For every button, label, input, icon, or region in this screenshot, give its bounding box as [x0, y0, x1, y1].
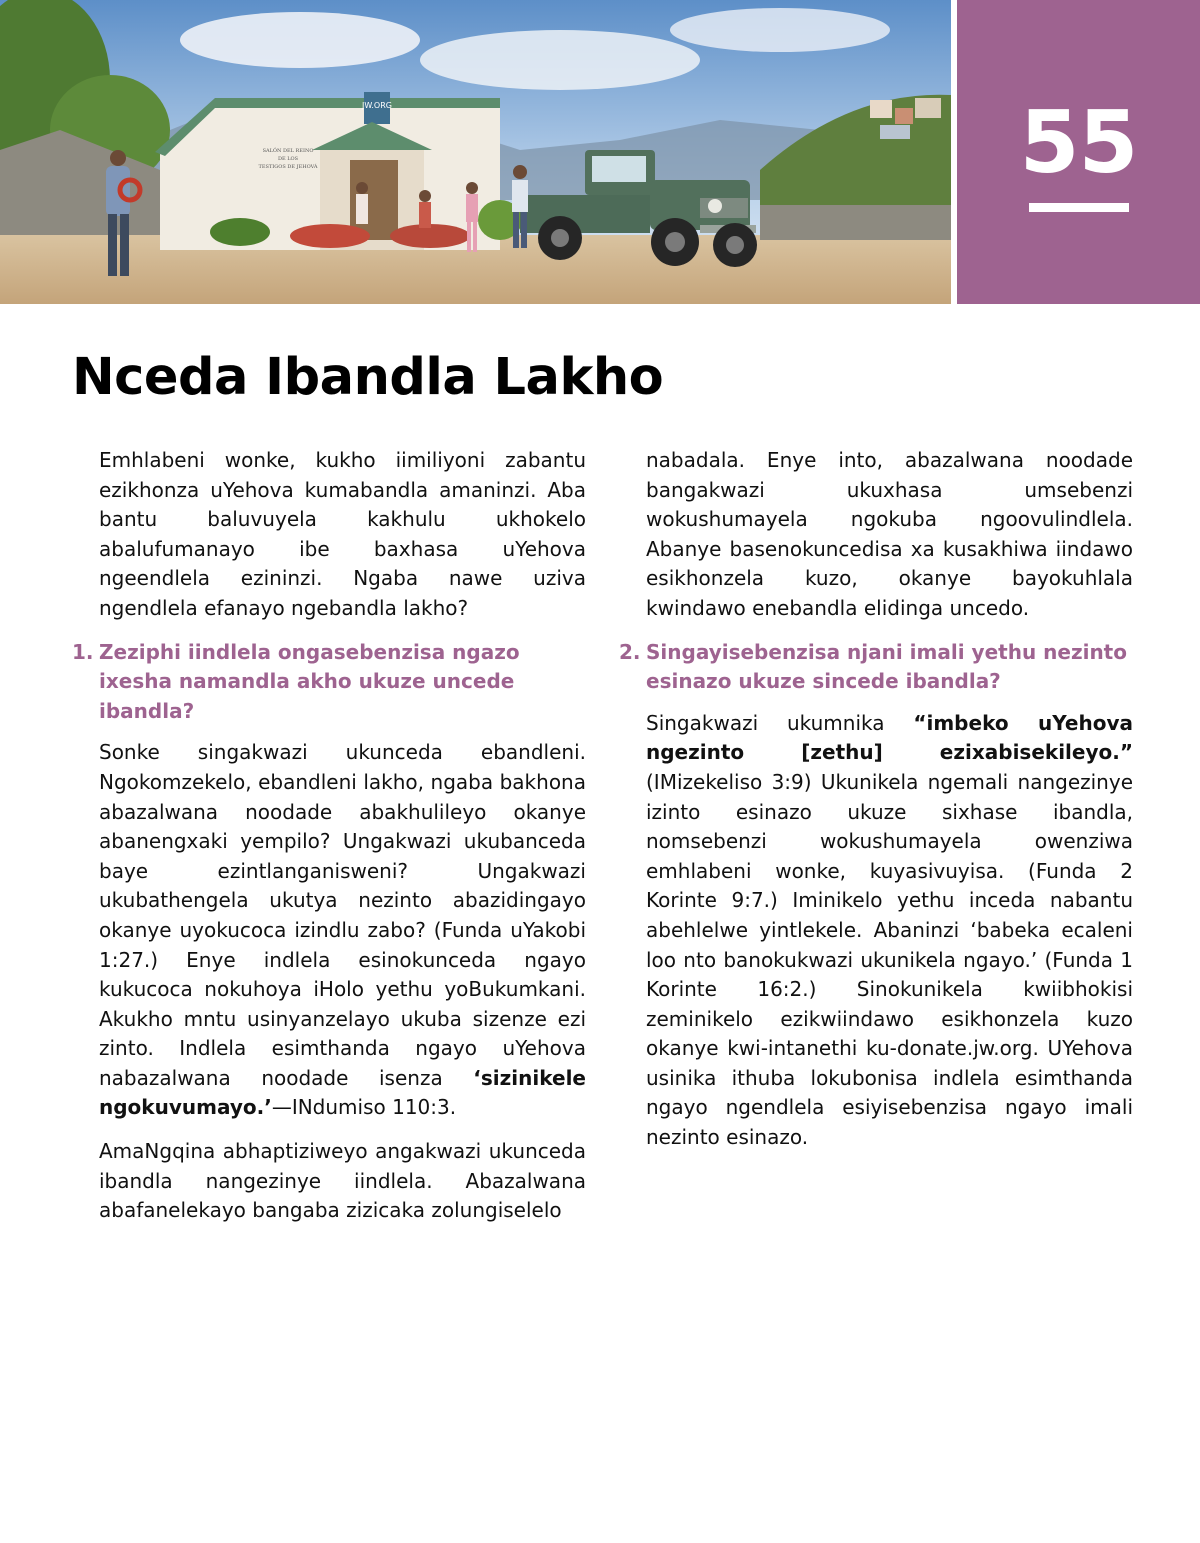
left-column: [72, 446, 586, 1240]
lesson-number: 55: [1019, 93, 1138, 193]
hall-sign-line2: DE LOS: [277, 156, 299, 162]
hall-sign-line1: SALÓN DEL REINO: [262, 148, 314, 154]
lesson-number-underline: [1029, 203, 1129, 212]
question-2-number: 2.: [619, 639, 641, 664]
section-2-text-start: Singakwazi ukumnika: [646, 710, 914, 735]
intro-paragraph: Emhlabeni wonke, kukho iimiliyoni zabantu ezikhonza uYehova kumabandla amaninzi. Aba bantu baluvuyela kakhulu ukhokelo abalufumanayo ibe baxhasa uYehova ngeendlela ezininzi. Ngaba nawe uziva ngendlela efanayo ngebandla lakho?: [99, 448, 586, 620]
section-2-text-rest: (IMizekeliso 3:9) Ukunikela ngemali nangezinye izinto esinazo ukuze sixhase ibandla, nomsebenzi wokushumayela owenziwa emhlabeni wonke, kuyasivuyisa. (Funda 2 Korinte 9:7.) Iminikelo yethu inceda nabantu abehlelwe yintlekele. Abaninzi ‘babeka ecaleni loo nto banokukwazi ukunikela ngayo.’ (Funda 1 Korinte 16:2.) Sinokunikela kwiibhokisi zeminikelo ezikwiindawo esikhonzela kuzo okanye kwi-intanethi ku-donate.jw.org. UYehova usinika ithuba lokubonisa indlela esimthanda ngayo ngendlela esiyisebenzisa ngayo imali nezinto esinazo.: [646, 769, 1133, 1150]
section-1-p1-quote: ‘sizinikele ngokuvumayo.’: [99, 1065, 586, 1120]
section-1-paragraph-1: [99, 738, 586, 1123]
section-2-paragraph: [646, 709, 1133, 1153]
section-1-paragraph-2-end: nabadala. Enye into, abazalwana noodade bangakwazi ukuxhasa umsebenzi wokushumayela ngokuba ngoovulindlela. Abanye basenokuncedisa xa kusakhiwa iindawo esikhonzela kuzo, okanye bayokuhlala kwindawo enebandla elidinga uncedo.: [646, 448, 1133, 620]
question-1-text: Zeziphi iindlela ongasebenzisa ngazo ixesha namandla akho ukuze uncede ibandla?: [99, 639, 520, 723]
hero-illustration: [0, 0, 951, 304]
kingdom-hall-scene: [0, 0, 951, 304]
section-2-quote: “imbeko uYehova ngezinto [zethu] ezixabisekileyo.”: [646, 710, 1133, 765]
question-2-text: Singayisebenzisa njani imali yethu nezinto esinazo ukuze sincede ibandla?: [646, 639, 1127, 694]
section-1-p1-citation: —INdumiso 110:3.: [271, 1095, 457, 1120]
lesson-number-box: [957, 0, 1200, 304]
hall-sign-line3: TESTIGOS DE JEHOVÁ: [258, 164, 318, 170]
jw-logo-text: JW.ORG: [362, 101, 392, 110]
section-1-p1-text: Sonke singakwazi ukunceda ebandleni. Ngokomzekelo, ebandleni lakho, ngaba bakhona abazalwana noodade abakhulileyo okanye abanengxaki yempilo? Ungakwazi ukubanceda baye ezintlanganisweni? Ungakwazi ukubathengela ukutya nezinto abazidingayo okanye uyokucoca izindlu zabo? (Funda uYakobi 1:27.) Enye indlela esinokunceda ngayo kukucoca nokuhoya iHolo yethu yoBukumkani. Akukho mntu usinyanzelayo ukuba sizenze ezi zinto. Indlela esimthanda ngayo uYehova nabazalwana noodade isenza: [99, 740, 586, 1090]
section-1-paragraph-2-start: AmaNgqina abhaptiziweyo angakwazi ukunceda ibandla nangezinye iindlela. Abazalwana abafanelekayo bangaba zizicaka zolungiselelo: [99, 1139, 586, 1223]
question-1-number: 1.: [72, 639, 94, 664]
question-2: [619, 638, 1133, 697]
question-1: [72, 638, 586, 727]
right-column: [619, 446, 1133, 1167]
page-title: Nceda Ibandla Lakho: [72, 348, 664, 407]
